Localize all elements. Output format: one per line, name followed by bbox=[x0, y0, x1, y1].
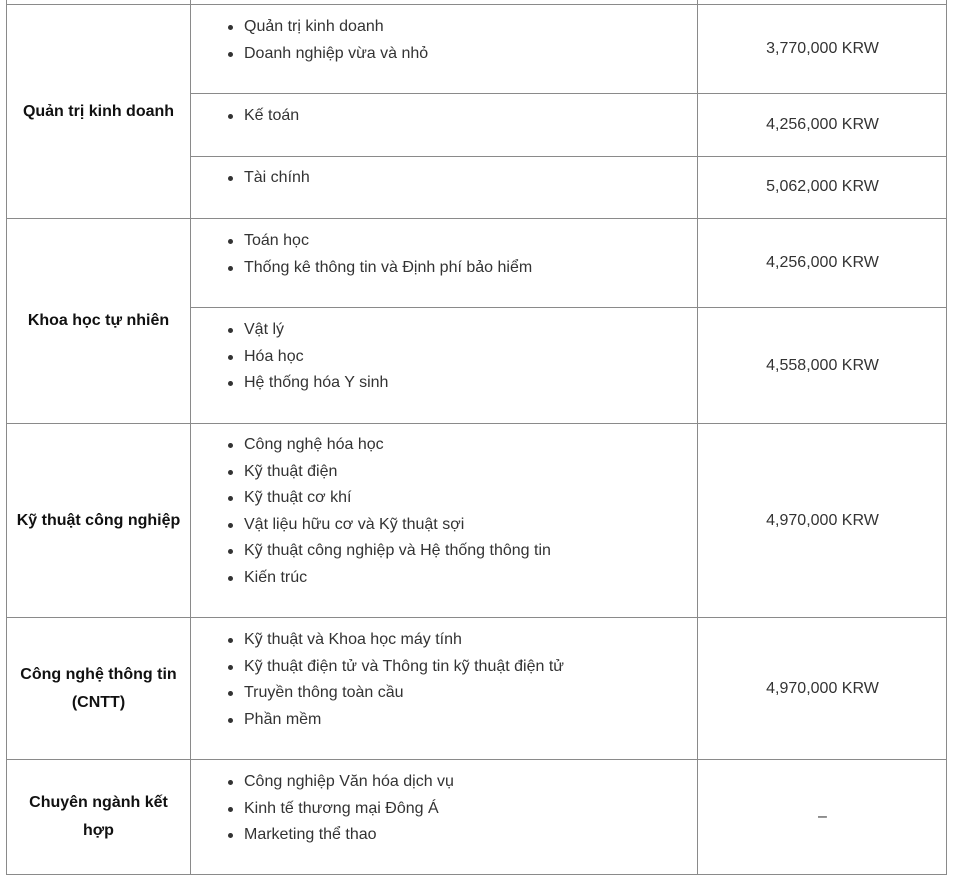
major-list bbox=[191, 432, 697, 591]
list-item: Kỹ thuật điện tử và Thông tin kỹ thuật điện tử bbox=[191, 654, 697, 681]
list-item: Phần mềm bbox=[191, 707, 697, 734]
list-item: Quản trị kinh doanh bbox=[191, 14, 697, 41]
list-item: Tài chính bbox=[191, 165, 697, 192]
major-list bbox=[191, 165, 697, 192]
list-item: Kinh tế thương mại Đông Á bbox=[191, 796, 697, 823]
list-item: Truyền thông toàn cầu bbox=[191, 680, 697, 707]
list-item: Hệ thống hóa Y sinh bbox=[191, 370, 697, 397]
list-item: Toán học bbox=[191, 228, 697, 255]
major-list bbox=[191, 228, 697, 281]
group-name: Công nghệ thông tin (CNTT) bbox=[20, 665, 177, 711]
tuition-fee: 4,970,000 KRW bbox=[766, 511, 879, 529]
list-item: Kỹ thuật điện bbox=[191, 459, 697, 486]
group-name: Khoa học tự nhiên bbox=[27, 312, 170, 329]
row-divider bbox=[190, 93, 947, 94]
list-item: Công nghiệp Văn hóa dịch vụ bbox=[191, 769, 697, 796]
list-item: Thống kê thông tin và Định phí bảo hiểm bbox=[191, 255, 697, 282]
list-item: Kiến trúc bbox=[191, 565, 697, 592]
tuition-fee: 4,558,000 KRW bbox=[766, 356, 879, 374]
major-list bbox=[191, 627, 697, 733]
list-item: Kỹ thuật và Khoa học máy tính bbox=[191, 627, 697, 654]
list-item: Hóa học bbox=[191, 344, 697, 371]
list-item: Vật lý bbox=[191, 317, 697, 344]
major-list bbox=[191, 317, 697, 397]
list-item: Kế toán bbox=[191, 103, 697, 130]
list-item: Kỹ thuật cơ khí bbox=[191, 485, 697, 512]
list-item: Công nghệ hóa học bbox=[191, 432, 697, 459]
tuition-fee: 3,770,000 KRW bbox=[766, 40, 879, 57]
tuition-fee: 4,256,000 KRW bbox=[766, 254, 879, 271]
major-list bbox=[191, 14, 697, 67]
tuition-fee: 4,256,000 KRW bbox=[766, 116, 879, 133]
list-item: Doanh nghiệp vừa và nhỏ bbox=[191, 41, 697, 68]
list-item: Vật liệu hữu cơ và Kỹ thuật sợi bbox=[191, 512, 697, 539]
group-name: Chuyên ngành kết hợp bbox=[29, 794, 168, 839]
tuition-fee: – bbox=[818, 808, 827, 825]
list-item: Kỹ thuật công nghiệp và Hệ thống thông tin bbox=[191, 538, 697, 565]
list-item: Marketing thể thao bbox=[191, 822, 697, 849]
table-border-bottom bbox=[6, 874, 947, 875]
row-divider bbox=[190, 156, 947, 157]
tuition-fee: 4,970,000 KRW bbox=[766, 679, 879, 697]
group-name: Quản trị kinh doanh bbox=[22, 102, 175, 120]
group-name: Kỹ thuật công nghiệp bbox=[16, 511, 181, 529]
major-list bbox=[191, 769, 697, 849]
tuition-fee: 5,062,000 KRW bbox=[766, 178, 879, 195]
major-list bbox=[191, 103, 697, 130]
